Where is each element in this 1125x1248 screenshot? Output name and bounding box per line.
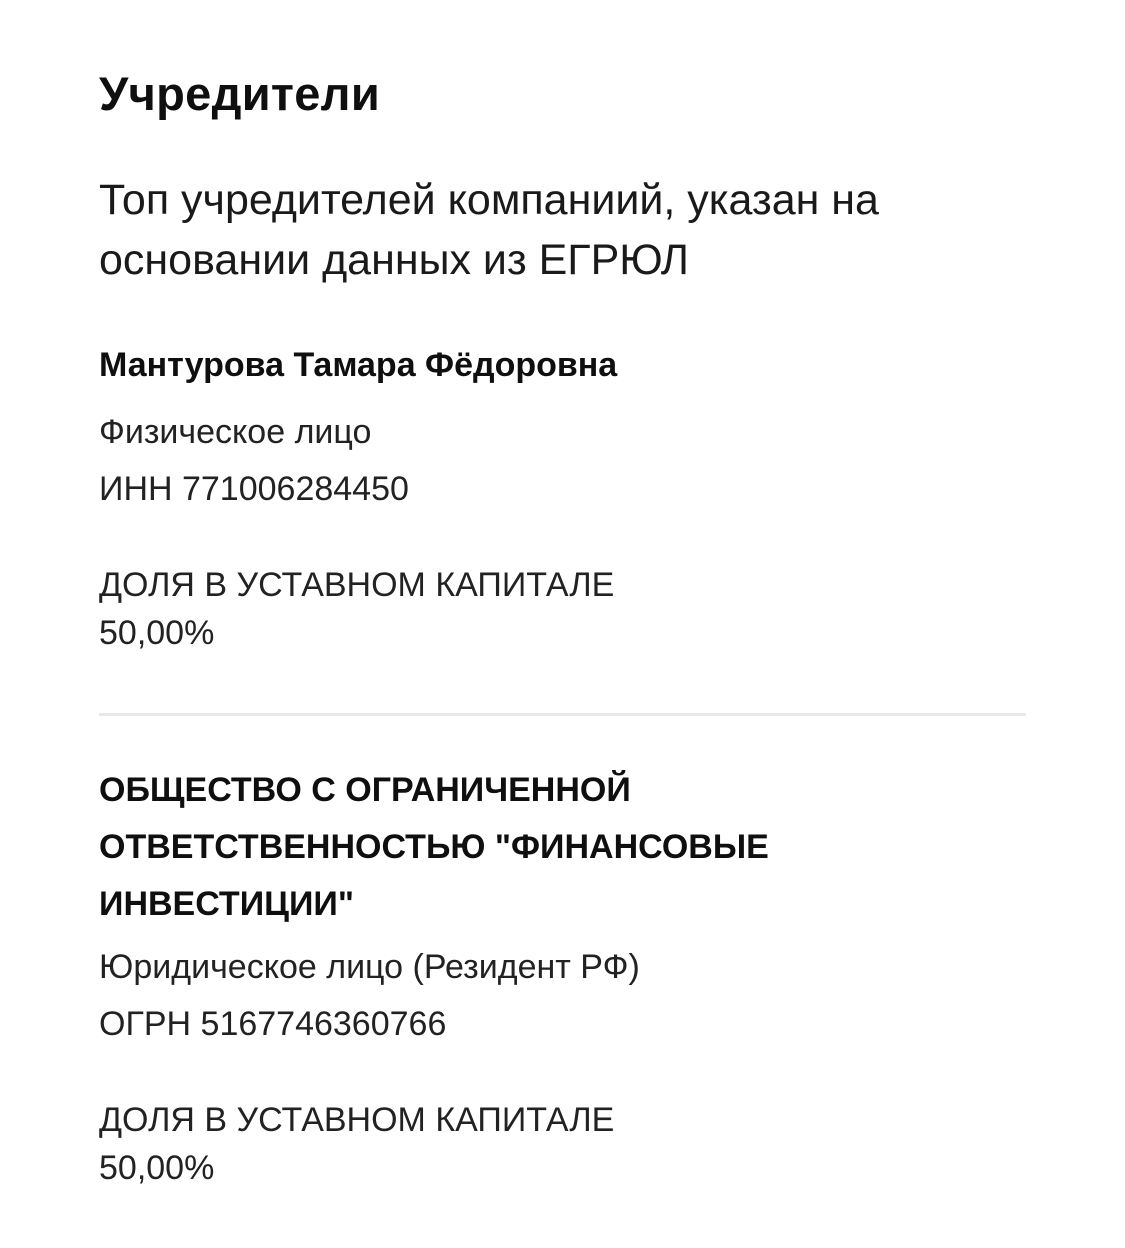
founder-card[interactable] (99, 762, 1029, 1192)
founder-ogrn: ОГРН 5167746360766 (99, 1005, 447, 1043)
section-title: Учредители (99, 67, 381, 120)
founder-type: Физическое лицо (99, 413, 372, 451)
founder-name[interactable]: Мантурова Тамара Фёдоровна (99, 346, 618, 384)
section-subtitle: Топ учредителей компаниий, указан на основании данных из ЕГРЮЛ (99, 176, 879, 284)
share-value: 50,00% (99, 614, 215, 652)
founders-divider (99, 713, 1026, 716)
share-label: ДОЛЯ В УСТАВНОМ КАПИТАЛЕ (99, 1101, 615, 1139)
founder-type: Юридическое лицо (Резидент РФ) (99, 948, 640, 986)
founder-name-line[interactable]: ОБЩЕСТВО С ОГРАНИЧЕННОЙ (99, 771, 631, 809)
founder-name-line[interactable]: ИНВЕСТИЦИИ" (99, 885, 354, 923)
share-label: ДОЛЯ В УСТАВНОМ КАПИТАЛЕ (99, 566, 615, 604)
founder-name-line[interactable]: ОТВЕТСТВЕННОСТЬЮ "ФИНАНСОВЫЕ (99, 828, 769, 866)
share-value: 50,00% (99, 1149, 215, 1187)
founder-card[interactable] (99, 340, 1029, 657)
founder-inn: ИНН 771006284450 (99, 470, 409, 508)
